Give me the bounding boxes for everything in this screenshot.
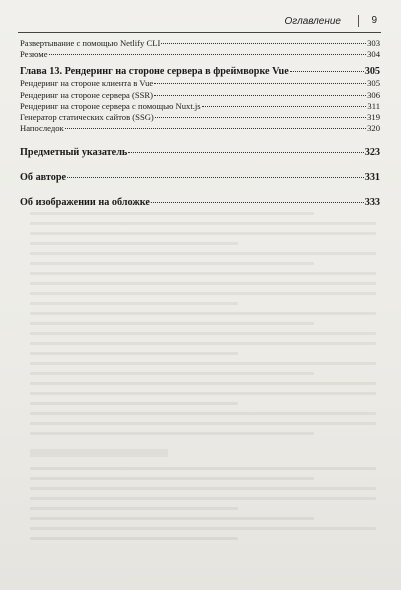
header-page-number: 9 xyxy=(371,15,377,26)
toc-leader-dots xyxy=(161,43,366,44)
toc-entry-label: Напоследок xyxy=(20,123,64,134)
toc-leader-dots xyxy=(151,202,364,203)
toc-leader-dots xyxy=(155,117,366,118)
toc-leader-dots xyxy=(67,177,364,178)
toc-entry-page: 320 xyxy=(367,123,380,134)
toc-entry xyxy=(20,90,380,101)
toc-entry-page: 306 xyxy=(367,89,380,100)
toc-entry-page: 331 xyxy=(364,172,380,184)
toc-entry-label: Развертывание с помощью Netlify CLI xyxy=(20,38,161,48)
toc-entry xyxy=(20,49,380,60)
toc-chapter-heading xyxy=(20,65,380,78)
toc-section-heading xyxy=(20,171,380,184)
toc-entry-label: Об авторе xyxy=(20,172,67,184)
toc-entry-page: 303 xyxy=(367,38,380,48)
toc-entry-page: 319 xyxy=(367,112,380,123)
toc-entry-page: 311 xyxy=(367,100,380,111)
toc-leader-dots xyxy=(65,128,366,129)
bleed-through-texture xyxy=(30,205,376,572)
toc-leader-dots xyxy=(290,71,364,72)
toc-section-heading xyxy=(20,196,380,209)
toc-leader-dots xyxy=(202,106,367,107)
toc-entry xyxy=(20,112,380,123)
toc-entry xyxy=(20,78,380,89)
toc-entry-page: 333 xyxy=(364,197,380,209)
toc-entry xyxy=(20,101,380,112)
toc-entry-label: Генератор статических сайтов (SSG) xyxy=(20,112,154,123)
toc-entry-page: 305 xyxy=(367,78,380,89)
toc-entry-label: Рендеринг на стороне сервера (SSR) xyxy=(20,89,154,100)
toc-entry-label: Резюме xyxy=(20,49,48,60)
toc-entry-page: 304 xyxy=(367,49,380,60)
toc-entry-page: 323 xyxy=(364,147,380,159)
toc-entry-label: Рендеринг на стороне сервера с помощью Nuxt.js xyxy=(20,100,201,111)
table-of-contents xyxy=(20,38,380,209)
toc-entry-label: Об изображении на обложке xyxy=(20,197,150,209)
toc-leader-dots xyxy=(49,54,367,55)
toc-leader-dots xyxy=(128,152,363,153)
toc-entry xyxy=(20,123,380,134)
toc-entry-label: Рендеринг на стороне клиента в Vue xyxy=(20,78,154,89)
toc-leader-dots xyxy=(154,95,366,96)
toc-entry-label: Предметный указатель xyxy=(20,147,128,159)
toc-entry xyxy=(20,38,380,49)
running-header xyxy=(18,10,381,33)
toc-entry-label: Глава 13. Рендеринг на стороне сервера в фреймворке Vue xyxy=(20,66,289,78)
header-title: Оглавление xyxy=(284,16,341,27)
toc-entry-page: 305 xyxy=(364,66,380,78)
header-separator xyxy=(358,15,359,27)
toc-section-heading xyxy=(20,146,380,159)
toc-leader-dots xyxy=(154,83,366,84)
